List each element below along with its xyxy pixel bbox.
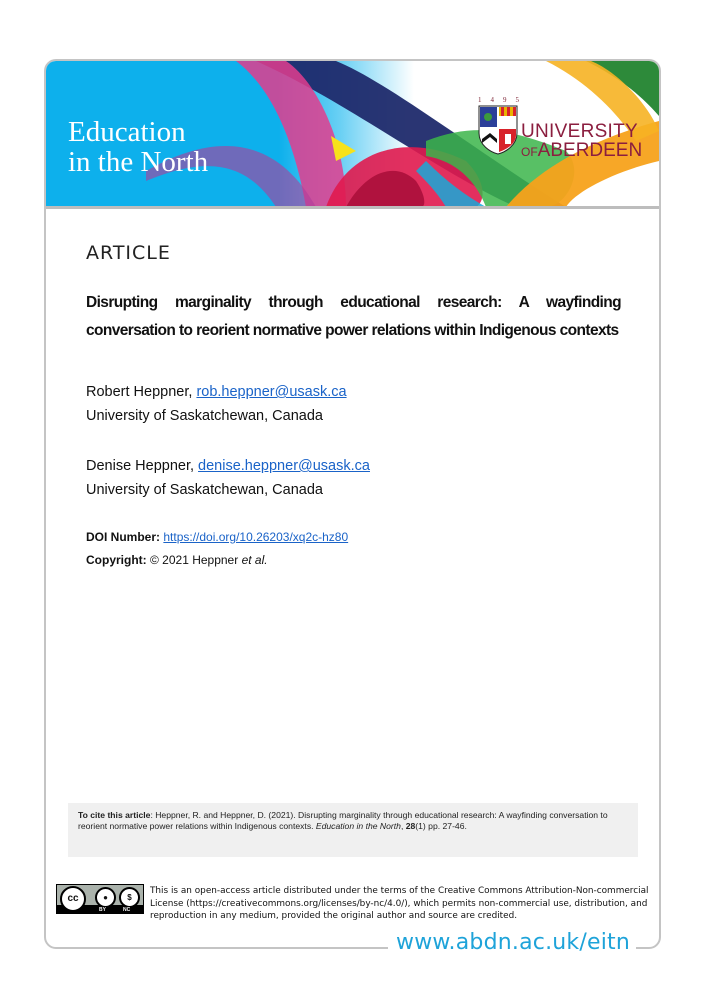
- banner-divider: [46, 206, 659, 209]
- university-name-line2: ABERDEEN: [537, 140, 643, 161]
- citation-separator: ,: [400, 821, 406, 831]
- author-name: Robert Heppner,: [86, 384, 197, 400]
- doi-link[interactable]: https://doi.org/10.26203/xq2c-hz80: [163, 530, 349, 544]
- university-name-of: OF: [521, 145, 538, 159]
- journal-banner: [46, 61, 659, 207]
- journal-title-line1: Education: [68, 116, 186, 148]
- license-text: This is an open-access article distributed under the terms of the Creative Commons Attribution-Non-commercial License (https://creativecommons.org/licenses/by-nc/4.0/), which permits non-commercial use, distribution, and reproduction in any medium, provided the original author and source are credited.: [150, 886, 649, 921]
- university-name: [521, 122, 642, 162]
- author-affiliation: University of Saskatchewan, Canada: [86, 482, 323, 498]
- journal-title: [68, 117, 208, 177]
- doi-label: DOI Number:: [86, 530, 161, 544]
- copyright-line: [86, 551, 268, 569]
- journal-website-url[interactable]: www.abdn.ac.uk/eitn: [396, 930, 630, 955]
- author-email-link[interactable]: denise.heppner@usask.ca: [198, 458, 370, 474]
- cc-icon: cc: [60, 886, 86, 912]
- copyright-etal: et al.: [241, 553, 268, 567]
- citation-box: [68, 803, 638, 857]
- article-type-label: ARTICLE: [86, 242, 171, 264]
- nc-label: NC: [123, 907, 131, 913]
- author-email-link[interactable]: rob.heppner@usask.ca: [196, 384, 347, 400]
- author-name: Denise Heppner,: [86, 458, 199, 474]
- copyright-label: Copyright:: [86, 553, 147, 567]
- copyright-text: © 2021 Heppner: [146, 553, 242, 567]
- attribution-person-icon: ●: [95, 887, 116, 908]
- journal-title-line2: in the North: [68, 146, 209, 178]
- citation-text: : Heppner, R. and Heppner, D. (2021). Disrupting marginality through educational research: A wayfinding conversation to reorient normative power relations within Indigenous contexts.: [78, 810, 608, 831]
- citation-volume: 28: [405, 821, 416, 831]
- coat-of-arms-icon: [478, 105, 518, 155]
- doi-line: [86, 528, 348, 546]
- citation-label: To cite this article: [78, 810, 151, 820]
- university-name-line1: UNIVERSITY: [521, 121, 639, 142]
- citation-journal: Education in the North: [315, 821, 401, 831]
- citation-issue-pages: (1) pp. 27-46.: [415, 821, 467, 831]
- logo-year: 1495: [478, 96, 528, 104]
- noncommercial-dollar-icon: $: [119, 887, 140, 908]
- author-block-1: [86, 380, 347, 428]
- by-label: BY: [99, 907, 106, 913]
- author-block-2: [86, 454, 370, 502]
- author-affiliation: University of Saskatchewan, Canada: [86, 408, 323, 424]
- cc-by-nc-badge[interactable]: [56, 884, 144, 914]
- article-title: Disrupting marginality through educational research: A wayfinding conversation to reorient normative power relations within Indigenous contexts: [86, 294, 621, 339]
- university-logo: [478, 96, 648, 166]
